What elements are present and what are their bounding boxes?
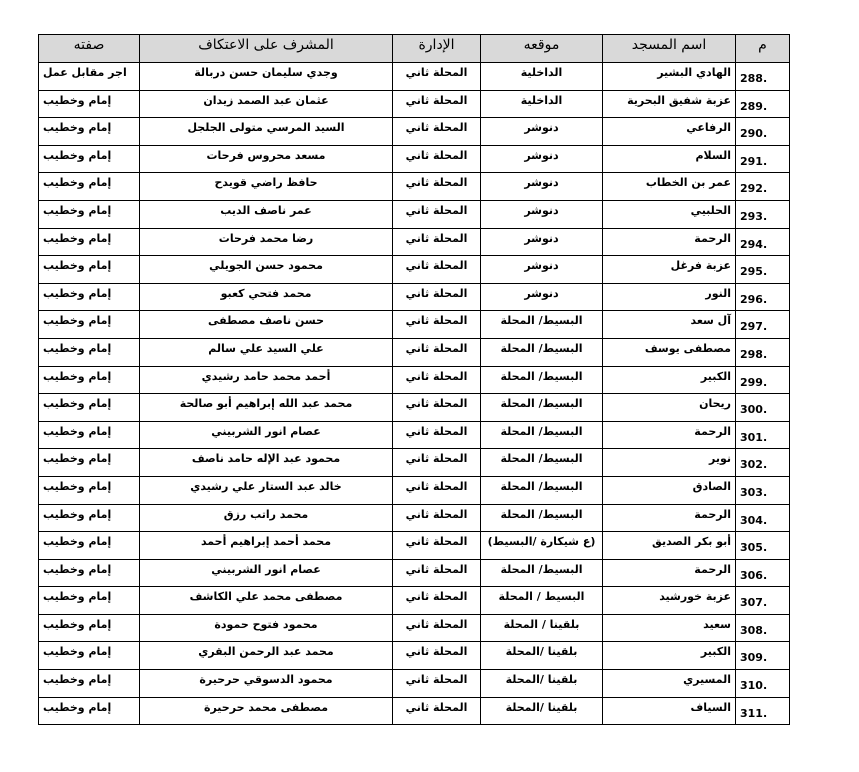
row-number: 301. — [736, 421, 790, 449]
row-number: 294. — [736, 228, 790, 256]
administration: المحلة ثاني — [393, 449, 481, 477]
administration: المحلة ثاني — [393, 283, 481, 311]
mosque-name: الكبير — [603, 642, 736, 670]
table-row — [39, 614, 790, 642]
row-number: 290. — [736, 118, 790, 146]
row-number: 311. — [736, 697, 790, 725]
table-row — [39, 228, 790, 256]
administration: المحلة ثاني — [393, 311, 481, 339]
administration: المحلة ثاني — [393, 587, 481, 615]
administration: المحلة ثاني — [393, 200, 481, 228]
row-number: 303. — [736, 476, 790, 504]
mosque-name: الرحمة — [603, 504, 736, 532]
table-row — [39, 559, 790, 587]
table-row — [39, 173, 790, 201]
table-row — [39, 311, 790, 339]
supervisor-name: السيد المرسي متولى الجلجل — [140, 118, 393, 146]
row-number: 310. — [736, 670, 790, 698]
table-row — [39, 63, 790, 91]
supervisor-name: أحمد محمد حامد رشيدي — [140, 366, 393, 394]
mosque-name: الرفاعي — [603, 118, 736, 146]
administration: المحلة ثاني — [393, 421, 481, 449]
mosque-name: عمر بن الخطاب — [603, 173, 736, 201]
supervisor-name: مصطفى محمد حرحيرة — [140, 697, 393, 725]
mosque-name: عزبة فرغل — [603, 256, 736, 284]
mosque-name: ريحان — [603, 394, 736, 422]
table-row — [39, 449, 790, 477]
header-role: صفته — [39, 35, 140, 63]
table-row — [39, 421, 790, 449]
supervisor-name: وجدي سليمان حسن دربالة — [140, 63, 393, 91]
mosque-location: دنوشر — [481, 173, 603, 201]
table-row — [39, 256, 790, 284]
supervisor-name: عثمان عبد الصمد زيدان — [140, 90, 393, 118]
supervisor-name: رضا محمد فرحات — [140, 228, 393, 256]
mosque-location: بلقينا /المحلة — [481, 697, 603, 725]
supervisor-name: حسن ناصف مصطفى — [140, 311, 393, 339]
supervisor-name: عمر ناصف الديب — [140, 200, 393, 228]
mosque-name: أبو بكر الصديق — [603, 532, 736, 560]
mosque-name: الحلبيي — [603, 200, 736, 228]
mosque-location: البسيط/ المحلة — [481, 366, 603, 394]
administration: المحلة ثاني — [393, 697, 481, 725]
table-row — [39, 394, 790, 422]
supervisor-role: إمام وخطيب — [39, 145, 140, 173]
supervisor-role: إمام وخطيب — [39, 476, 140, 504]
administration: المحلة ثاني — [393, 63, 481, 91]
table-row — [39, 145, 790, 173]
administration: المحلة ثاني — [393, 366, 481, 394]
row-number: 307. — [736, 587, 790, 615]
mosque-location: البسيط/ المحلة — [481, 449, 603, 477]
supervisor-role: إمام وخطيب — [39, 504, 140, 532]
supervisor-role: إمام وخطيب — [39, 228, 140, 256]
administration: المحلة ثاني — [393, 228, 481, 256]
supervisor-name: عصام انور الشربيني — [140, 421, 393, 449]
administration: المحلة ثاني — [393, 476, 481, 504]
supervisor-role: إمام وخطيب — [39, 697, 140, 725]
header-row — [39, 35, 790, 63]
table-row — [39, 504, 790, 532]
row-number: 309. — [736, 642, 790, 670]
row-number: 292. — [736, 173, 790, 201]
table-row — [39, 200, 790, 228]
table-row — [39, 587, 790, 615]
mosque-location: دنوشر — [481, 256, 603, 284]
supervisor-role: إمام وخطيب — [39, 670, 140, 698]
mosque-name: السلام — [603, 145, 736, 173]
mosque-location: دنوشر — [481, 228, 603, 256]
supervisor-role: اجر مقابل عمل — [39, 63, 140, 91]
supervisor-role: إمام وخطيب — [39, 90, 140, 118]
supervisor-role: إمام وخطيب — [39, 366, 140, 394]
row-number: 300. — [736, 394, 790, 422]
mosque-location: البسيط/ المحلة — [481, 559, 603, 587]
mosque-name: الصادق — [603, 476, 736, 504]
mosque-name: الرحمة — [603, 559, 736, 587]
mosque-location: البسيط / المحلة — [481, 587, 603, 615]
mosque-location: البسيط/ المحلة — [481, 421, 603, 449]
supervisor-role: إمام وخطيب — [39, 283, 140, 311]
mosque-location: البسيط/ المحلة — [481, 504, 603, 532]
table-row — [39, 697, 790, 725]
mosque-location: دنوشر — [481, 118, 603, 146]
administration: المحلة ثاني — [393, 504, 481, 532]
table-row — [39, 338, 790, 366]
supervisor-name: محمود حسن الجويلي — [140, 256, 393, 284]
table-header — [39, 35, 790, 63]
supervisor-name: خالد عبد الستار علي رشيدي — [140, 476, 393, 504]
mosque-name: الهادي البشير — [603, 63, 736, 91]
administration: المحلة ثاني — [393, 256, 481, 284]
supervisor-name: حافظ راضي قويدح — [140, 173, 393, 201]
row-number: 293. — [736, 200, 790, 228]
header-supervisor: المشرف على الاعتكاف — [140, 35, 393, 63]
administration: المحلة ثاني — [393, 670, 481, 698]
supervisor-role: إمام وخطيب — [39, 559, 140, 587]
supervisor-role: إمام وخطيب — [39, 587, 140, 615]
supervisor-name: محمود الدسوقي حرحيرة — [140, 670, 393, 698]
table-row — [39, 90, 790, 118]
header-administration: الإدارة — [393, 35, 481, 63]
administration: المحلة ثاني — [393, 532, 481, 560]
mosque-location: بلقينا / المحلة — [481, 614, 603, 642]
mosque-name: الرحمة — [603, 228, 736, 256]
administration: المحلة ثاني — [393, 90, 481, 118]
row-number: 297. — [736, 311, 790, 339]
supervisor-name: محمد عبد الله إبراهيم أبو صالحة — [140, 394, 393, 422]
supervisor-role: إمام وخطيب — [39, 118, 140, 146]
mosque-location: بلقينا /المحلة — [481, 670, 603, 698]
supervisor-role: إمام وخطيب — [39, 173, 140, 201]
table-row — [39, 118, 790, 146]
mosque-name: عزبة خورشيد — [603, 587, 736, 615]
row-number: 298. — [736, 338, 790, 366]
mosque-location: دنوشر — [481, 283, 603, 311]
row-number: 296. — [736, 283, 790, 311]
row-number: 299. — [736, 366, 790, 394]
supervisor-name: محمد عبد الرحمن البقري — [140, 642, 393, 670]
row-number: 305. — [736, 532, 790, 560]
supervisor-role: إمام وخطيب — [39, 200, 140, 228]
supervisor-name: محمد راتب رزق — [140, 504, 393, 532]
administration: المحلة ثاني — [393, 559, 481, 587]
supervisor-name: مسعد محروس فرحات — [140, 145, 393, 173]
administration: المحلة ثاني — [393, 173, 481, 201]
table-row — [39, 670, 790, 698]
supervisor-role: إمام وخطيب — [39, 256, 140, 284]
mosque-name: النور — [603, 283, 736, 311]
supervisor-role: إمام وخطيب — [39, 642, 140, 670]
table-row — [39, 366, 790, 394]
header-num: م — [736, 35, 790, 63]
mosque-location: الداخلية — [481, 90, 603, 118]
mosque-location: بلقينا /المحلة — [481, 642, 603, 670]
administration: المحلة ثاني — [393, 614, 481, 642]
row-number: 291. — [736, 145, 790, 173]
supervisor-role: إمام وخطيب — [39, 614, 140, 642]
mosque-name: سعيد — [603, 614, 736, 642]
header-mosque-name: اسم المسجد — [603, 35, 736, 63]
mosque-name: آل سعد — [603, 311, 736, 339]
administration: المحلة ثاني — [393, 338, 481, 366]
supervisor-name: عصام انور الشربيني — [140, 559, 393, 587]
supervisor-name: محمود عبد الإله حامد ناصف — [140, 449, 393, 477]
mosque-name: الرحمة — [603, 421, 736, 449]
row-number: 295. — [736, 256, 790, 284]
supervisor-name: مصطفى محمد علي الكاشف — [140, 587, 393, 615]
mosque-name: السياف — [603, 697, 736, 725]
supervisor-name: علي السيد علي سالم — [140, 338, 393, 366]
mosque-location: دنوشر — [481, 145, 603, 173]
mosque-location: البسيط/ المحلة — [481, 476, 603, 504]
row-number: 306. — [736, 559, 790, 587]
mosque-name: مصطفى يوسف — [603, 338, 736, 366]
mosque-location: البسيط/ المحلة — [481, 338, 603, 366]
mosque-location: البسيط/ المحلة — [481, 311, 603, 339]
supervisor-role: إمام وخطيب — [39, 532, 140, 560]
administration: المحلة ثاني — [393, 394, 481, 422]
administration: المحلة ثاني — [393, 642, 481, 670]
table-row — [39, 532, 790, 560]
mosque-location: البسيط/ المحلة — [481, 394, 603, 422]
administration: المحلة ثاني — [393, 145, 481, 173]
row-number: 288. — [736, 63, 790, 91]
supervisor-role: إمام وخطيب — [39, 421, 140, 449]
supervisor-role: إمام وخطيب — [39, 394, 140, 422]
mosque-name: عزبة شفيق البحرية — [603, 90, 736, 118]
supervisor-name: محمد أحمد إبراهيم أحمد — [140, 532, 393, 560]
header-location: موقعه — [481, 35, 603, 63]
mosque-table — [38, 34, 790, 725]
mosque-name: نوير — [603, 449, 736, 477]
supervisor-role: إمام وخطيب — [39, 338, 140, 366]
mosque-name: الكبير — [603, 366, 736, 394]
mosque-location: (ع شيكارة /البسيط) — [481, 532, 603, 560]
table-body — [39, 63, 790, 725]
mosque-name: المسيري — [603, 670, 736, 698]
administration: المحلة ثاني — [393, 118, 481, 146]
supervisor-role: إمام وخطيب — [39, 449, 140, 477]
row-number: 308. — [736, 614, 790, 642]
supervisor-name: محمود فتوح حمودة — [140, 614, 393, 642]
table-row — [39, 642, 790, 670]
row-number: 304. — [736, 504, 790, 532]
table-row — [39, 476, 790, 504]
row-number: 289. — [736, 90, 790, 118]
supervisor-name: محمد فتحي كعبو — [140, 283, 393, 311]
mosque-location: الداخلية — [481, 63, 603, 91]
row-number: 302. — [736, 449, 790, 477]
table-row — [39, 283, 790, 311]
supervisor-role: إمام وخطيب — [39, 311, 140, 339]
mosque-location: دنوشر — [481, 200, 603, 228]
